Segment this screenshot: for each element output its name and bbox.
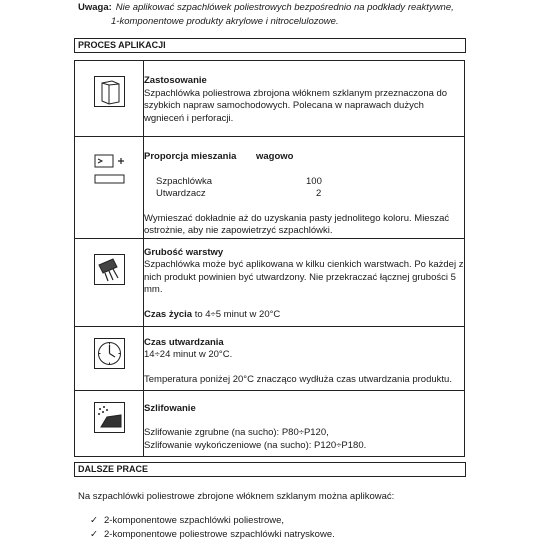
step-curing-text: 14÷24 minut w 20°C. — [144, 349, 233, 360]
step-application — [75, 61, 465, 137]
step-application-title: Zastosowanie — [144, 75, 207, 86]
step-mixing-icon-cell — [75, 137, 144, 239]
step-application-icon-cell — [75, 61, 144, 137]
sanding-icon — [93, 401, 126, 434]
check-icon: ✓ — [90, 515, 98, 526]
step-mixing-title: Proporcja mieszania — [144, 151, 237, 162]
step-sanding-title: Szlifowanie — [144, 402, 196, 414]
step-curing-title: Czas utwardzania — [144, 336, 224, 348]
mixing-row-hardener — [144, 188, 464, 201]
process-section-header: PROCES APLIKACJI — [74, 38, 466, 53]
spatula-icon — [93, 253, 126, 286]
step-sanding-text-cell — [144, 390, 465, 456]
pot-life-label: Czas życia — [144, 308, 193, 320]
warning-label: Uwaga: — [78, 2, 112, 13]
step-application-text: Szpachlówka poliestrowa zbrojona włóknem szklanym przeznaczona do szybkich napraw samochodowych. Polecana w naprawach dużych wgnieceń i perforacji. — [144, 87, 448, 124]
further-item — [90, 528, 335, 541]
step-thickness-text: Szpachlówka może być aplikowana w kilku cienkich warstwach. Po każdej z nich produkt powinien być utwardzony. Nie przekraczać łącznej grubości 5 mm. — [144, 259, 464, 295]
pot-life-value: to 4÷5 minut w 20°C — [194, 308, 281, 320]
step-curing-note: Temperatura poniżej 20°C znacząco wydłuża czas utwardzania produktu. — [144, 373, 452, 385]
step-thickness-pot-life — [144, 309, 464, 322]
warning-line-2: 1-komponentowe produkty akrylowe i nitrocelulozowe. — [111, 16, 339, 27]
mixing-ratio-icon — [93, 151, 126, 184]
step-sanding-fine: Szlifowanie wykończeniowe (na sucho): P120÷P180. — [144, 439, 367, 451]
step-sanding-coarse: Szlifowanie zgrubne (na sucho): P80÷P120, — [144, 427, 329, 438]
step-mixing-note: Wymieszać dokładnie aż do uzyskania pasty jednolitego koloru. Mieszać ostrożnie, aby nie zapowietrzyć szpachlówki. — [144, 212, 450, 236]
step-sanding-icon-cell — [75, 390, 144, 456]
book-icon — [93, 75, 126, 108]
step-curing-icon-cell — [75, 326, 144, 390]
further-item — [90, 514, 284, 527]
mixing-row-filler-value: 100 — [306, 175, 322, 187]
mixing-row-hardener-name: Utwardzacz — [156, 188, 206, 199]
step-mixing-unit: wagowo — [256, 151, 294, 162]
further-item-label: 2-komponentowe poliestrowe szpachlówki natryskowe. — [104, 529, 335, 540]
further-item-label: 2-komponentowe szpachlówki poliestrowe, — [104, 515, 285, 526]
step-thickness-title: Grubość warstwy — [144, 246, 224, 258]
step-sanding — [75, 390, 465, 456]
check-icon: ✓ — [90, 529, 98, 540]
mixing-row-hardener-value: 2 — [316, 188, 322, 199]
step-mixing-title-row — [144, 151, 464, 164]
further-section-header: DALSZE PRACE — [74, 462, 466, 477]
step-curing-text-cell — [144, 326, 465, 390]
step-mixing — [75, 137, 465, 239]
step-thickness — [75, 238, 465, 326]
mixing-row-filler-name: Szpachlówka — [156, 175, 212, 187]
process-table — [74, 60, 465, 457]
warning-line-1: Nie aplikować szpachlówek poliestrowych bezpośrednio na podkłady reaktywne, — [115, 2, 454, 13]
clock-icon — [93, 337, 126, 370]
step-mixing-text-cell — [144, 137, 465, 239]
step-application-text-cell — [144, 61, 465, 137]
step-thickness-icon-cell — [75, 238, 144, 326]
further-intro: Na szpachlówki poliestrowe zbrojone włóknem szklanym można aplikować: — [78, 491, 395, 502]
step-thickness-text-cell — [144, 238, 465, 326]
step-curing — [75, 326, 465, 390]
warning-note — [78, 1, 454, 29]
mixing-row-filler — [144, 176, 464, 189]
